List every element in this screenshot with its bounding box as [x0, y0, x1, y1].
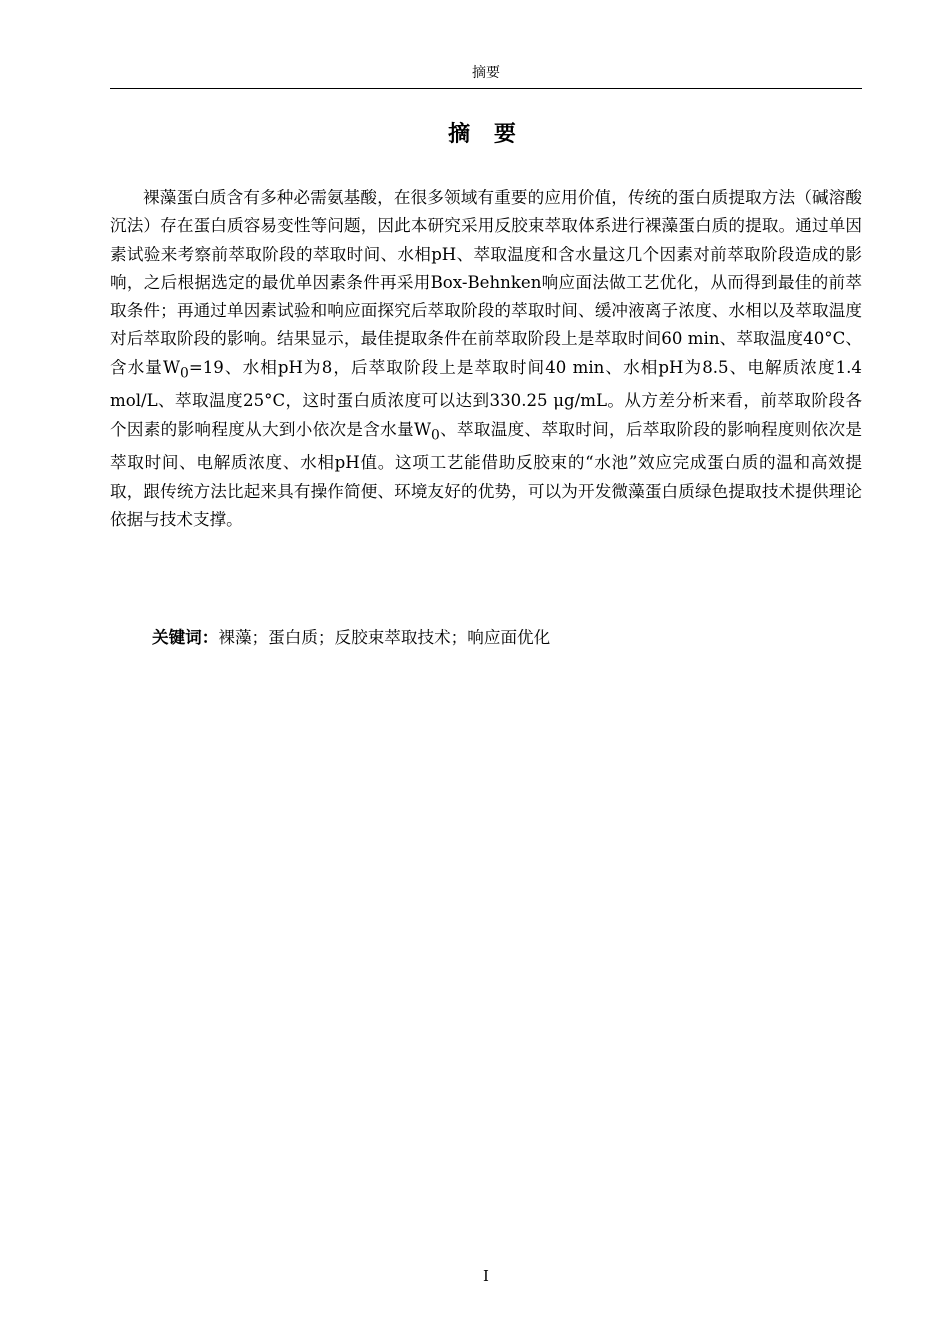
abstract-text-part-1: 裸藻蛋白质含有多种必需氨基酸，在很多领域有重要的应用价值，传统的蛋白质提取方法（碱溶酸沉法）存在蛋白质容易变性等问题，因此本研究采用反胶束萃取体系进行裸藻蛋白质的提取。通过单因素试验来考察前萃取阶段的萃取时间、水相pH、萃取温度和含水量这几个因素对前萃取阶段造成的影响，之后根据选定的最优单因素条件再采用Box-Behnken响应面法做工艺优化，从而得到最佳的前萃取条件；再通过单因素试验和响应面探究后萃取阶段的萃取时间、缓冲液离子浓度、水相以及萃取温度对后萃取阶段的影响。结果显示，最佳提取条件在前萃取阶段上是萃取时间60 min、萃取温度40°C、含水量W — [110, 188, 862, 377]
keywords-label: 关键词： — [152, 628, 219, 647]
abstract-text-part-2: =19、水相pH为8，后萃取阶段上是萃取时间40 min、水相pH为8.5、电解质浓度1.4 mol/L、萃取温度25°C，这时蛋白质浓度可以达到330.25 μg/mL。从方差分析来看，前萃取阶段各个因素的影响程度从大到小依次是含水量W — [110, 357, 862, 439]
abstract-text-part-3: 、萃取温度、萃取时间，后萃取阶段的影响程度则依次是萃取时间、电解质浓度、水相pH值。这项工艺能借助反胶束的“水池”效应完成蛋白质的温和高效提取，跟传统方法比起来具有操作简便、环境友好的优势，可以为开发微藻蛋白质绿色提取技术提供理论依据与技术支撑。 — [110, 419, 862, 529]
keywords-text: 裸藻；蛋白质；反胶束萃取技术；响应面优化 — [218, 628, 551, 647]
abstract-paragraph — [110, 184, 862, 534]
subscript-w0-1: 0 — [180, 365, 189, 382]
page-number: I — [483, 1267, 489, 1285]
page-title: 摘 要 — [448, 122, 524, 147]
keywords-line — [152, 624, 862, 652]
running-header — [110, 62, 862, 89]
running-header-title: 摘要 — [472, 65, 500, 81]
subscript-w0-2: 0 — [431, 427, 440, 443]
